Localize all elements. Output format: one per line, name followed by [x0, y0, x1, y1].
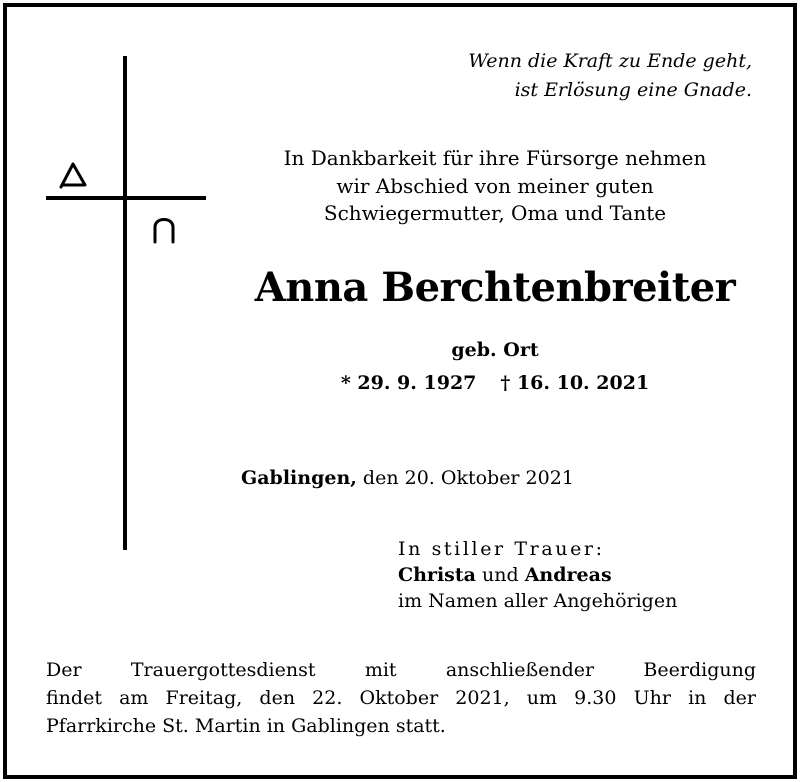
intro-line-2: wir Abschied von meiner guten — [336, 173, 654, 198]
mourners-block — [398, 536, 677, 614]
life-dates — [290, 370, 700, 396]
place-and-date — [241, 465, 574, 491]
mourner-name-1: Christa — [398, 564, 476, 586]
mourner-name-2: Andreas — [524, 564, 612, 586]
service-line-1: Der Trauergottesdienst mit anschließender Beerdigung — [46, 659, 756, 681]
service-line-2: findet am Freitag, den 22. Oktober 2021, um 9.30 Uhr in der — [46, 687, 756, 709]
intro-text — [230, 145, 760, 228]
intro-line-1: In Dankbarkeit für ihre Fürsorge nehmen — [283, 146, 707, 170]
cross-icon — [123, 56, 127, 550]
cross-crossbar — [46, 196, 206, 200]
intro-line-3: Schwiegermutter, Oma und Tante — [323, 201, 667, 225]
motto-line-2: ist Erlösung eine Gnade. — [514, 79, 752, 101]
service-announcement — [46, 656, 756, 740]
mourning-header: In stiller Trauer: — [398, 538, 605, 560]
motto-quote — [380, 47, 752, 105]
notice-date: den 20. Oktober 2021 — [362, 467, 574, 489]
death-date: † 16. 10. 2021 — [500, 372, 650, 394]
maiden-name: geb. Ort — [451, 339, 539, 361]
mourner-connector: und — [482, 564, 519, 586]
service-line-3: Pfarrkirche St. Martin in Gablingen statt. — [46, 715, 446, 737]
motto-line-1: Wenn die Kraft zu Ende geht, — [468, 50, 752, 72]
place-name: Gablingen, — [241, 467, 357, 489]
deceased-name: Anna Berchtenbreiter — [254, 264, 736, 311]
mourner-names — [398, 562, 677, 588]
alpha-icon — [58, 161, 90, 189]
omega-icon — [150, 214, 178, 244]
mourner-family: im Namen aller Angehörigen — [398, 590, 678, 612]
birth-date: * 29. 9. 1927 — [340, 372, 477, 394]
